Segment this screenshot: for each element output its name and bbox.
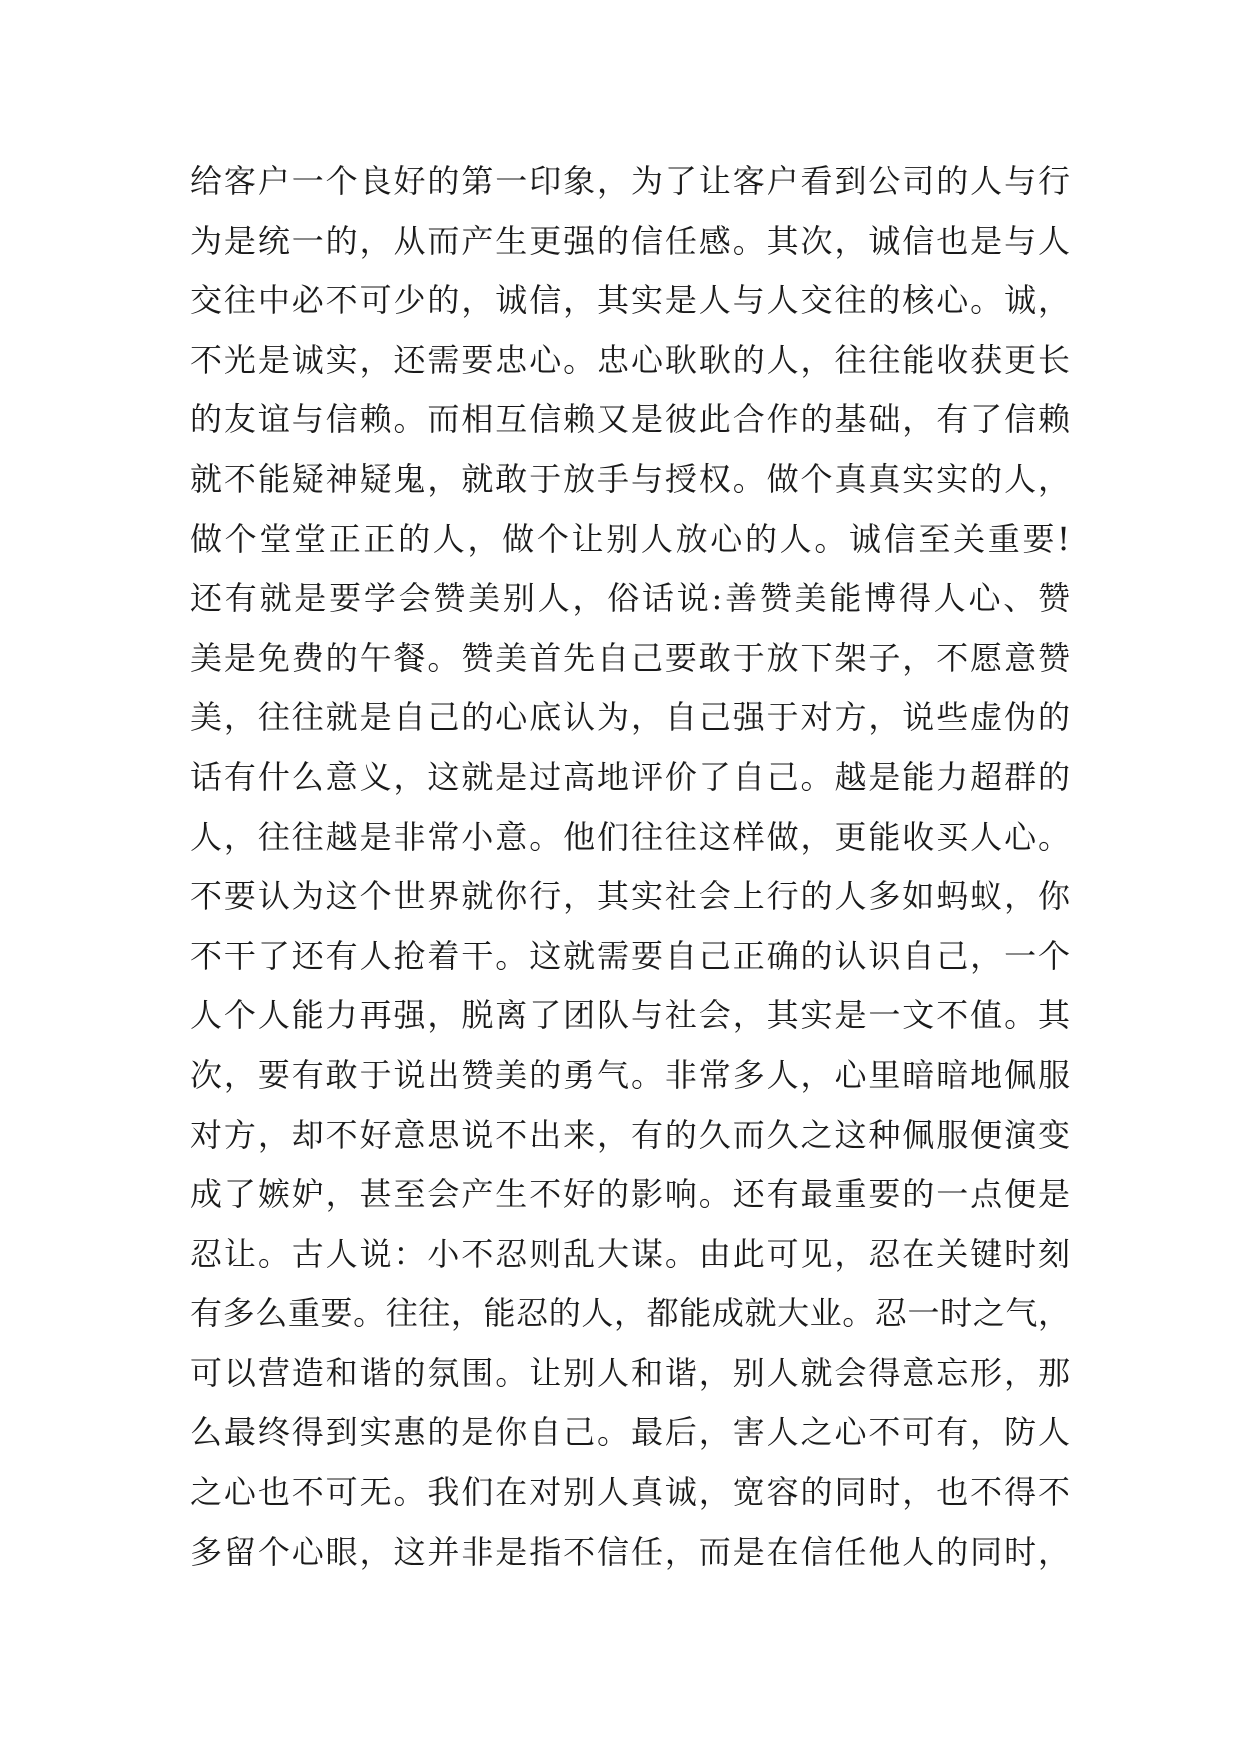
text-line: 多留个心眼，这并非是指不信任，而是在信任他人的同时，: [190, 1532, 1070, 1571]
text-line: 的友谊与信赖。而相互信赖又是彼此合作的基础，有了信赖: [190, 400, 1070, 439]
text-line: 给客户一个良好的第一印象，为了让客户看到公司的人与行: [190, 162, 1070, 200]
text-line: 还有就是要学会赞美别人，俗话说:善赞美能博得人心、赞: [190, 579, 1070, 618]
text-line: 就不能疑神疑鬼，就敢于放手与授权。做个真真实实的人，: [190, 459, 1070, 498]
text-line: 不光是诚实，还需要忠心。忠心耿耿的人，往往能收获更长: [190, 340, 1070, 379]
text-line: 美是免费的午餐。赞美首先自己要敢于放下架子，不愿意赞: [190, 638, 1070, 677]
text-line: 有多么重要。往往，能忍的人，都能成就大业。忍一时之气，: [190, 1294, 1070, 1333]
text-line: 人，往往越是非常小意。他们往往这样做，更能收买人心。: [190, 817, 1070, 856]
text-line: 话有什么意义，这就是过高地评价了自己。越是能力超群的: [190, 757, 1070, 796]
text-line: 忍让。古人说：小不忍则乱大谋。由此可见，忍在关键时刻: [190, 1234, 1070, 1273]
text-line: 交往中必不可少的，诚信，其实是人与人交往的核心。诚，: [190, 281, 1070, 320]
text-line: 做个堂堂正正的人，做个让别人放心的人。诚信至关重要!: [190, 519, 1070, 558]
text-line: 不干了还有人抢着干。这就需要自己正确的认识自己，一个: [190, 936, 1070, 975]
text-line: 对方，却不好意思说不出来，有的久而久之这种佩服便演变: [190, 1115, 1070, 1154]
text-line: 次，要有敢于说出赞美的勇气。非常多人，心里暗暗地佩服: [190, 1055, 1070, 1094]
text-line: 为是统一的，从而产生更强的信任感。其次，诚信也是与人: [190, 221, 1070, 260]
text-line: 么最终得到实惠的是你自己。最后，害人之心不可有，防人: [190, 1413, 1070, 1452]
text-line: 成了嫉妒，甚至会产生不好的影响。还有最重要的一点便是: [190, 1175, 1070, 1214]
text-line: 之心也不可无。我们在对别人真诚，宽容的同时，也不得不: [190, 1473, 1070, 1512]
text-line: 美，往往就是自己的心底认为，自己强于对方，说些虚伪的: [190, 698, 1070, 737]
text-line: 人个人能力再强，脱离了团队与社会，其实是一文不值。其: [190, 996, 1070, 1035]
text-line: 不要认为这个世界就你行，其实社会上行的人多如蚂蚁，你: [190, 877, 1070, 916]
body-text: [190, 152, 1070, 1582]
text-line: 可以营造和谐的氛围。让别人和谐，别人就会得意忘形，那: [190, 1353, 1070, 1392]
